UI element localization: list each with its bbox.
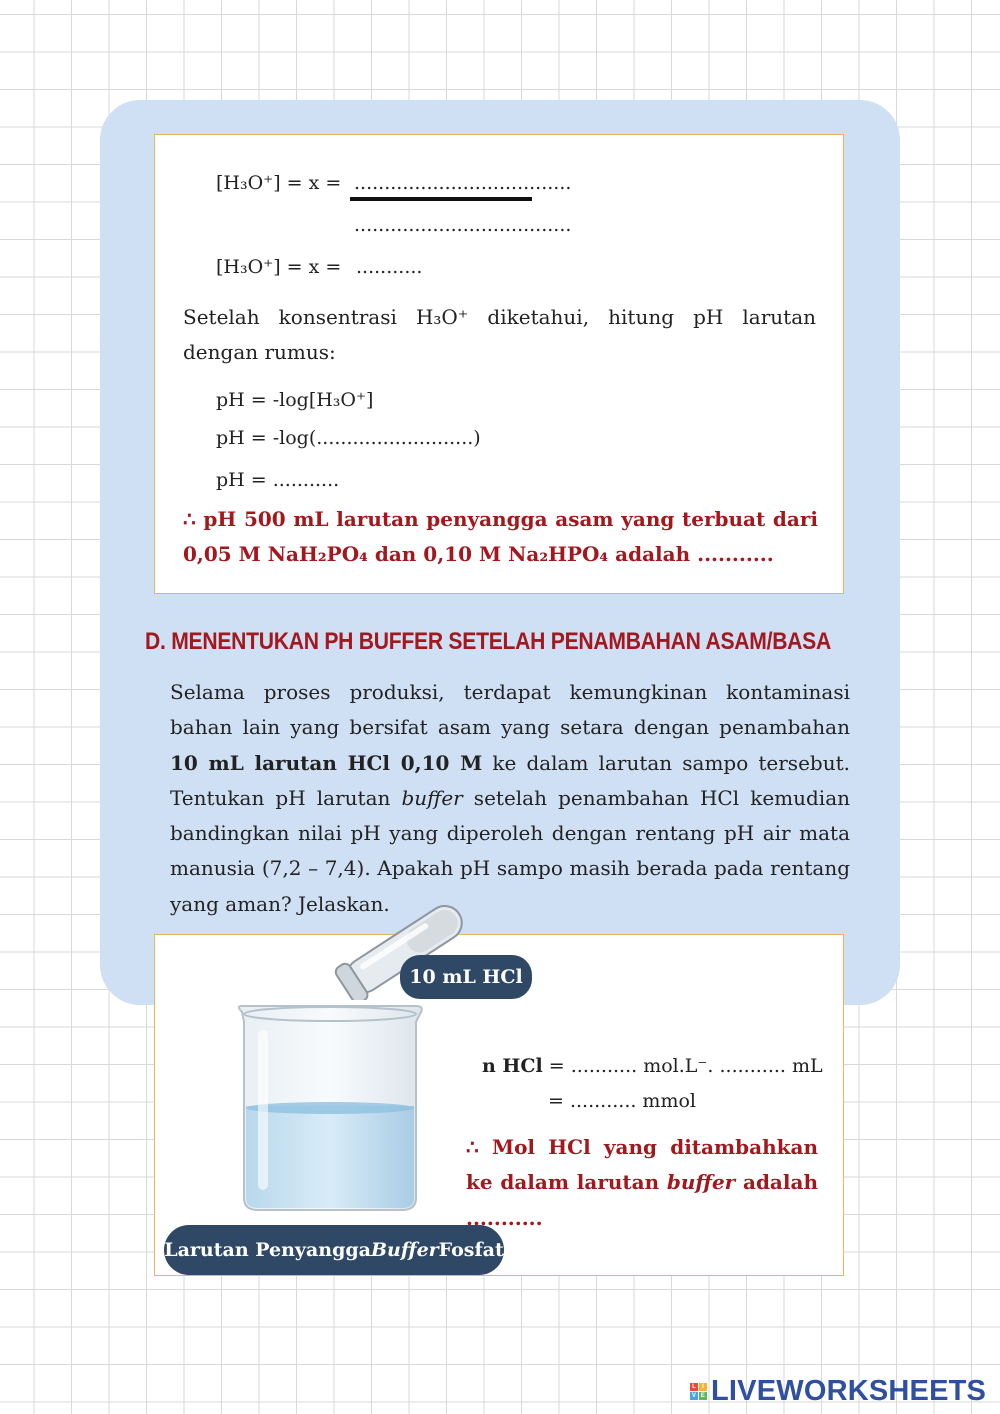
mmol-blank[interactable]: = ........... mmol	[548, 1090, 696, 1112]
beaker-label	[164, 1225, 504, 1275]
beaker-label-italic: Buffer	[370, 1239, 439, 1261]
paragraph-part-3: setelah penambahan HCl kemudian bandingkan nilai pH yang diperoleh dengan rentang pH air mata manusia (7,2 – 7,4). Apakah pH sampo masih berada pada rentang yang aman? Jelaskan.	[170, 785, 851, 916]
n-hcl-label: n HCl	[482, 1055, 543, 1077]
mol-conclusion-italic: buffer	[666, 1170, 736, 1195]
eq2-left: [H₃O⁺] = x =	[216, 256, 342, 278]
eq2-value-blank[interactable]: ...........	[356, 256, 423, 278]
mol-conclusion	[466, 1130, 818, 1236]
paragraph-part-2: ke dalam larutan sampo tersebut. Tentukan pH larutan	[170, 750, 850, 810]
eq1-numerator-blank[interactable]: ....................................	[354, 172, 572, 194]
beaker-icon	[230, 1000, 430, 1215]
n-hcl-equation	[482, 1055, 823, 1077]
ph-log-blank[interactable]: pH = -log(..........................)	[216, 427, 481, 449]
liveworksheets-watermark	[690, 1375, 986, 1408]
paragraph-bold: 10 mL larutan HCl 0,10 M	[170, 750, 483, 775]
eq1-left: [H₃O⁺] = x =	[216, 172, 342, 194]
ph-conclusion: ∴ pH 500 mL larutan penyangga asam yang terbuat dari 0,05 M NaH₂PO₄ dan 0,10 M Na₂HPO₄ adalah ...........	[183, 507, 818, 567]
watermark-text: LIVEWORKSHEETS	[711, 1375, 987, 1407]
liveworksheets-logo-icon: L I V E	[691, 1384, 706, 1399]
mol-conclusion-part-2: adalah ...........	[466, 1170, 818, 1230]
fraction-bar	[350, 197, 532, 201]
beaker-label-part-2: Fosfat	[438, 1239, 504, 1261]
instruction-text: Setelah konsentrasi H₃O⁺ diketahui, hitung pH larutan dengan rumus:	[183, 305, 816, 365]
ph-formula: pH = -log[H₃O⁺]	[216, 389, 374, 411]
paragraph-part-1: Selama proses produksi, terdapat kemungkinan kontaminasi bahan lain yang bersifat asam yang setara dengan penambahan	[170, 680, 850, 740]
section-paragraph	[170, 675, 850, 922]
n-hcl-blanks[interactable]: = ........... mol.L⁻. ........... mL	[542, 1055, 823, 1077]
test-tube-label: 10 mL HCl	[400, 955, 532, 999]
ph-result-blank[interactable]: pH = ...........	[216, 469, 340, 491]
section-heading: D. MENENTUKAN PH BUFFER SETELAH PENAMBAHAN ASAM/BASA	[145, 628, 831, 655]
paragraph-italic: buffer	[401, 785, 463, 810]
beaker-label-part-1: Larutan Penyangga	[164, 1239, 371, 1261]
mol-conclusion-part-1: ∴ Mol HCl yang ditambahkan ke dalam larutan	[466, 1135, 818, 1195]
eq1-denominator-blank[interactable]: ....................................	[354, 214, 572, 236]
